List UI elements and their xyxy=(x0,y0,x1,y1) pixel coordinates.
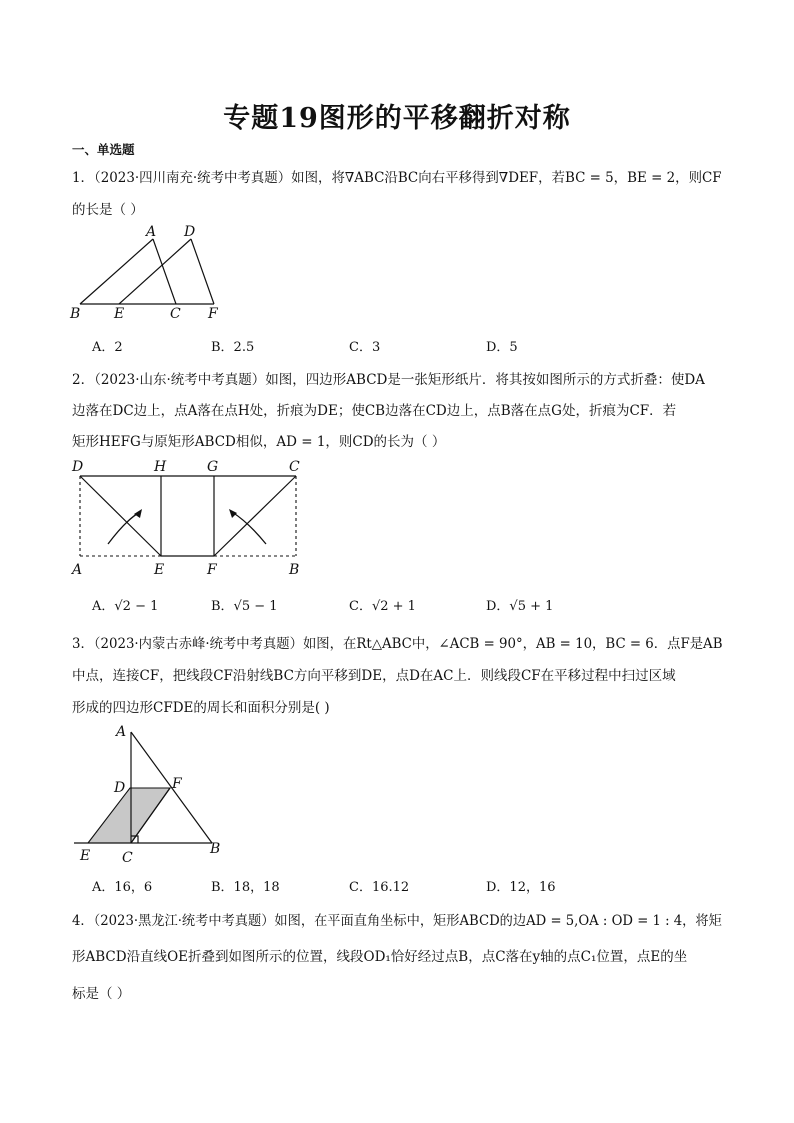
q3-label-c: C xyxy=(122,850,133,866)
q4-stem-line2: 形ABCD沿直线OE折叠到如图所示的位置，线段OD₁恰好经过点B，点C落在y轴的点C₁位置，点E的坐 xyxy=(72,949,688,965)
q2-arrowhead-right xyxy=(229,509,237,518)
q1-side-df xyxy=(191,239,214,304)
q2-crease-de xyxy=(80,476,161,556)
q1-label-c: C xyxy=(170,306,181,322)
q3-options xyxy=(92,876,692,896)
q1-side-ed xyxy=(119,239,191,304)
q2-label-g: G xyxy=(207,459,219,475)
q3-stem-line3: 形成的四边形CFDE的周长和面积分别是( ) xyxy=(72,700,330,716)
q2-arrowhead-left xyxy=(134,509,142,518)
q2-label-a: A xyxy=(72,562,83,578)
q1-option-b[interactable]: B．2.5 xyxy=(211,340,255,355)
q3-option-b[interactable]: B．18，18 xyxy=(211,880,280,895)
q1-label-f: F xyxy=(208,306,218,322)
q2-crease-cf xyxy=(214,476,296,556)
q2-label-d: D xyxy=(72,459,84,475)
section-heading: 一、单选题 xyxy=(72,142,135,157)
q3-label-a: A xyxy=(116,724,127,740)
q2-label-b: B xyxy=(289,562,300,578)
q4-stem-line1: 4．（2023·黑龙江·统考中考真题）如图，在平面直角坐标中，矩形ABCD的边AD = 5,OA : OD = 1 : 4，将矩 xyxy=(72,913,722,929)
q2-stem-line1: 2．（2023·山东·统考中考真题）如图，四边形ABCD是一张矩形纸片．将其按如图所示的方式折叠：使DA xyxy=(72,372,705,388)
q3-option-d[interactable]: D．12，16 xyxy=(486,880,556,895)
q3-label-e: E xyxy=(80,848,91,864)
q3-label-d: D xyxy=(114,780,126,796)
q2-label-e: E xyxy=(154,562,165,578)
q2-option-d[interactable]: D．√5 + 1 xyxy=(486,599,554,614)
q1-side-ac xyxy=(153,239,176,304)
q4-stem-line3: 标是（ ） xyxy=(72,986,131,1002)
q1-option-d[interactable]: D．5 xyxy=(486,340,518,355)
q1-figure xyxy=(66,222,236,322)
q2-option-a[interactable]: A．√2 − 1 xyxy=(92,599,159,614)
q2-fold-arrow-right xyxy=(232,512,266,544)
q3-label-b: B xyxy=(210,841,221,857)
q1-label-d: D xyxy=(184,224,196,240)
page-title: 专题19图形的平移翻折对称 xyxy=(223,103,571,134)
q3-option-a[interactable]: A．16，6 xyxy=(92,880,153,895)
q1-options xyxy=(92,336,692,356)
q2-figure xyxy=(64,456,314,582)
q1-stem-line2: 的长是（ ） xyxy=(72,202,144,218)
q2-label-f: F xyxy=(207,562,217,578)
q2-option-c[interactable]: C．√2 + 1 xyxy=(349,599,416,614)
q1-option-a[interactable]: A．2 xyxy=(92,340,123,355)
q2-label-h: H xyxy=(154,459,167,475)
q3-figure xyxy=(66,722,236,868)
q2-options xyxy=(92,595,692,615)
q3-label-f: F xyxy=(172,776,182,792)
q3-stem-line1: 3．（2023·内蒙古赤峰·统考中考真题）如图，在Rt△ABC中，∠ACB = 90°，AB = 10，BC = 6．点F是AB xyxy=(72,636,723,652)
q1-label-a: A xyxy=(146,224,157,240)
q1-option-c[interactable]: C．3 xyxy=(349,340,381,355)
q1-label-b: B xyxy=(70,306,81,322)
q2-option-b[interactable]: B．√5 − 1 xyxy=(211,599,278,614)
q3-stem-line2: 中点，连接CF，把线段CF沿射线BC方向平移到DE，点D在AC上．则线段CF在平移过程中扫过区域 xyxy=(72,668,676,684)
q2-fold-arrow-left xyxy=(108,512,140,544)
q2-stem-line2: 边落在DC边上，点A落在点H处，折痕为DE；使CB边落在CD边上，点B落在点G处，折痕为CF．若 xyxy=(72,403,677,419)
q1-side-ba xyxy=(80,239,153,304)
q2-stem-line3: 矩形HEFG与原矩形ABCD相似，AD = 1，则CD的长为（ ） xyxy=(72,434,446,450)
q3-option-c[interactable]: C．16.12 xyxy=(349,880,410,895)
q1-label-e: E xyxy=(114,306,125,322)
q3-shaded-quadrilateral xyxy=(88,788,170,843)
q2-label-c: C xyxy=(289,459,300,475)
q1-stem-line1: 1．（2023·四川南充·统考中考真题）如图，将∇ABC沿BC向右平移得到∇DEF，若BC = 5，BE = 2，则CF xyxy=(72,170,722,186)
